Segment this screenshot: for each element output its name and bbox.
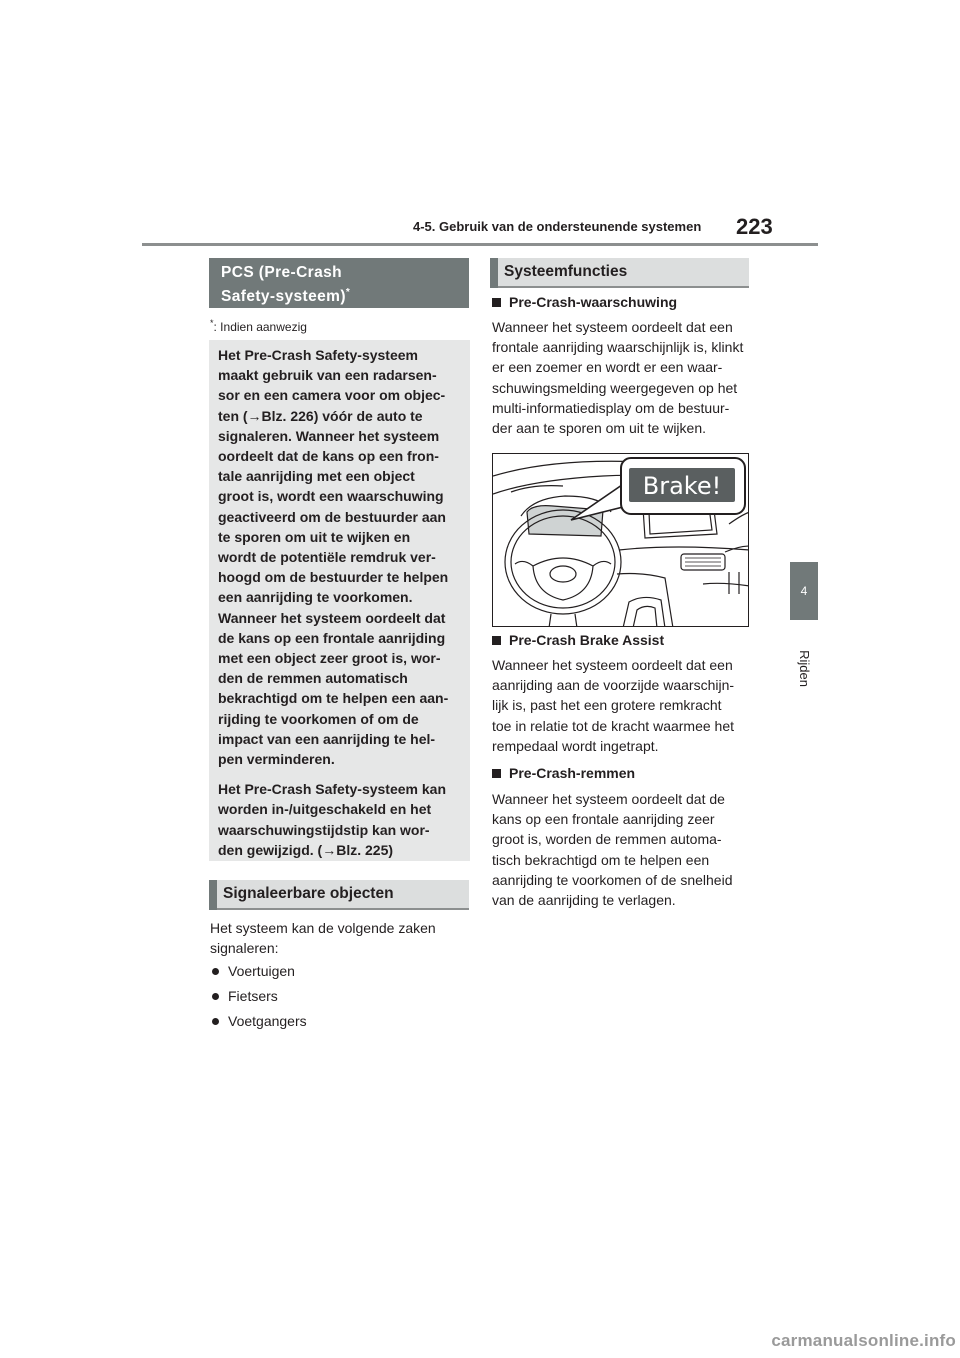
text-line: ten (→Blz. 226) vóór de auto te [218,407,423,424]
square-bullet-icon [492,769,501,778]
section-title: 4-5. Gebruik van de ondersteunende systemen [413,219,702,234]
text-line: te sporen om uit te wijken en [218,528,411,545]
brake-message: Brake! [642,472,722,500]
text-line: de kans op een frontale aanrijding [218,629,446,646]
chapter-number: 4 [800,584,808,598]
warning-text [492,317,743,438]
text-line: Wanneer het systeem oordeelt dat een [492,657,733,673]
text-line: geactiveerd om de bestuurder aan [218,508,446,525]
brake-assist-heading: Pre-Crash Brake Assist [492,632,664,648]
text-line: wordt de potentiële remdruk ver- [218,549,436,566]
text-line: impact van een aanrijding te hel- [218,730,436,747]
braking-text [492,789,733,910]
footnote-mark: * [210,318,214,328]
text-line: bekrachtigd om te helpen een aan- [218,690,449,707]
text-line: rijding te voorkomen of om de [218,710,419,727]
warning-heading: Pre-Crash-waarschuwing [492,294,677,310]
text-line: maakt gebruik van een radarsen- [218,367,437,384]
text-line: Het Pre-Crash Safety-systeem [218,347,418,363]
pcs-heading-mark: * [345,287,351,298]
pcs-heading-line1: PCS (Pre-Crash [221,264,343,281]
objects-heading: Signaleerbare objecten [209,880,469,910]
square-bullet-icon [492,298,501,307]
header-divider [142,243,818,246]
intro-paragraph-2 [218,779,462,860]
dashboard-drawing [493,454,749,627]
bullet-icon [212,968,219,975]
text-line: worden in-/uitgeschakeld en het [218,801,432,818]
text-line: groot is, wordt een waarschuwing [218,488,444,505]
text-line: Wanneer het systeem oordeelt dat de [492,791,725,807]
text-line: aanrijding aan de voorzijde waarschijn- [492,677,735,694]
text-line: er een zoemer en wordt er een waar- [492,359,723,376]
text-line: groot is, worden de remmen automa- [492,831,722,848]
pcs-heading [209,258,469,308]
objects-intro [210,918,436,958]
text-line: lijk is, past het een grotere remkracht [492,697,722,714]
list-item: Voertuigen [212,963,295,979]
text-line: den de remmen automatisch [218,670,408,687]
bullet-icon [212,993,219,1000]
text-line: toe in relatie tot de kracht waarmee het [492,717,735,734]
watermark: carmanualsonline.info [771,1331,956,1350]
footnote: *: Indien aanwezig [210,318,307,334]
chapter-label-text: Rijden [796,649,812,687]
text-line: tisch bekrachtigd om te helpen een [492,851,710,868]
text-line: multi-informatiedisplay om de bestuur- [492,399,730,416]
pcs-heading-line2: Safety-systeem)* [221,287,351,306]
list-item: Fietsers [212,988,278,1004]
chapter-label [780,648,828,688]
intro-paragraph-1 [218,345,462,769]
text-line: schuwingsmelding weergegeven op het [492,379,738,396]
text-line: pen verminderen. [218,751,335,768]
square-bullet-icon [492,636,501,645]
text-line: signaleren: [210,940,279,957]
text-line: rempedaal wordt ingetrapt. [492,737,659,754]
text-line: waarschuwingstijdstip kan wor- [218,821,430,838]
chapter-tab [790,562,818,620]
text-line: met een object zeer groot is, wor- [218,650,441,667]
text-line: den gewijzigd. (→Blz. 225) [218,841,394,858]
page-number: 223 [736,214,773,239]
text-line: aanrijding te voorkomen of de snelheid [492,871,733,888]
text-line: hoogd om de bestuurder te helpen [218,569,449,586]
text-line: een aanrijding te voorkomen. [218,589,413,606]
dashboard-illustration [492,453,749,627]
text-line: oordeelt dat de kans op een fron- [218,448,439,465]
text-line: Het Pre-Crash Safety-systeem kan [218,781,446,798]
text-line: Wanneer het systeem oordeelt dat [218,609,446,626]
text-line: signaleren. Wanneer het systeem [218,427,440,444]
text-line: van de aanrijding te verlagen. [492,892,676,909]
text-line: frontale aanrijding waarschijnlijk is, klinkt [492,339,744,356]
text-line: Het systeem kan de volgende zaken [210,920,436,936]
bullet-icon [212,1018,219,1025]
text-line: tale aanrijding met een object [218,468,415,485]
text-line: kans op een frontale aanrijding zeer [492,811,715,828]
functions-heading: Systeemfuncties [490,258,749,288]
brake-assist-text [492,655,734,756]
intro-box [209,340,470,861]
braking-heading: Pre-Crash-remmen [492,765,635,781]
list-item: Voetgangers [212,1013,307,1029]
text-line: sor en een camera voor om objec- [218,387,446,404]
text-line: Wanneer het systeem oordeelt dat een [492,319,733,335]
text-line: der aan te sporen om uit te wijken. [492,420,707,437]
